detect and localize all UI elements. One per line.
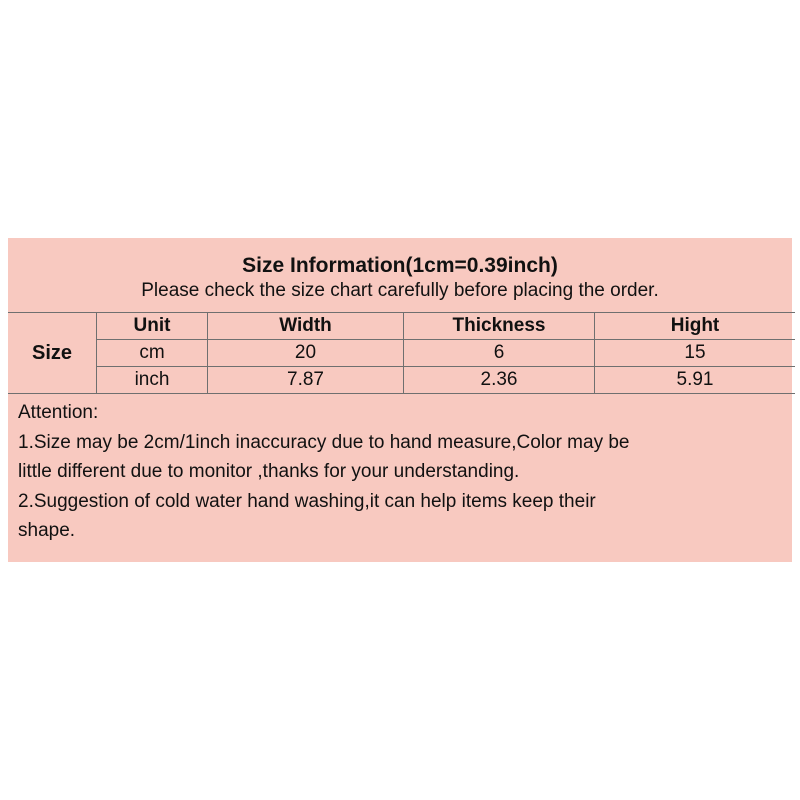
cell-unit-inch: inch: [97, 367, 208, 394]
header-thickness: Thickness: [404, 313, 595, 340]
cell-hight-inch: 5.91: [595, 367, 796, 394]
cell-width-inch: 7.87: [208, 367, 404, 394]
cell-thickness-inch: 2.36: [404, 367, 595, 394]
header-width: Width: [208, 313, 404, 340]
table-row: [8, 367, 795, 394]
table-row-header: [8, 313, 795, 340]
cell-thickness-cm: 6: [404, 340, 595, 367]
header-hight: Hight: [595, 313, 796, 340]
card-title: Size Information(1cm=0.39inch): [242, 254, 558, 277]
attention-line-4: shape.: [18, 520, 76, 542]
size-information-card: [8, 238, 792, 562]
attention-line-1: 1.Size may be 2cm/1inch inaccuracy due to hand measure,Color may be: [18, 431, 630, 453]
header-unit: Unit: [97, 313, 208, 340]
attention-heading: Attention:: [18, 402, 99, 423]
size-chart-table: [8, 312, 795, 394]
cell-unit-cm: cm: [97, 340, 208, 367]
attention-line-2: little different due to monitor ,thanks for your understanding.: [18, 461, 520, 483]
table-row: [8, 340, 795, 367]
cell-width-cm: 20: [208, 340, 404, 367]
cell-hight-cm: 15: [595, 340, 796, 367]
card-subtitle: Please check the size chart carefully before placing the order.: [141, 280, 659, 301]
attention-line-3: 2.Suggestion of cold water hand washing,it can help items keep their: [18, 490, 596, 512]
attention-block: [8, 394, 792, 562]
size-label-cell: Size: [8, 313, 97, 394]
